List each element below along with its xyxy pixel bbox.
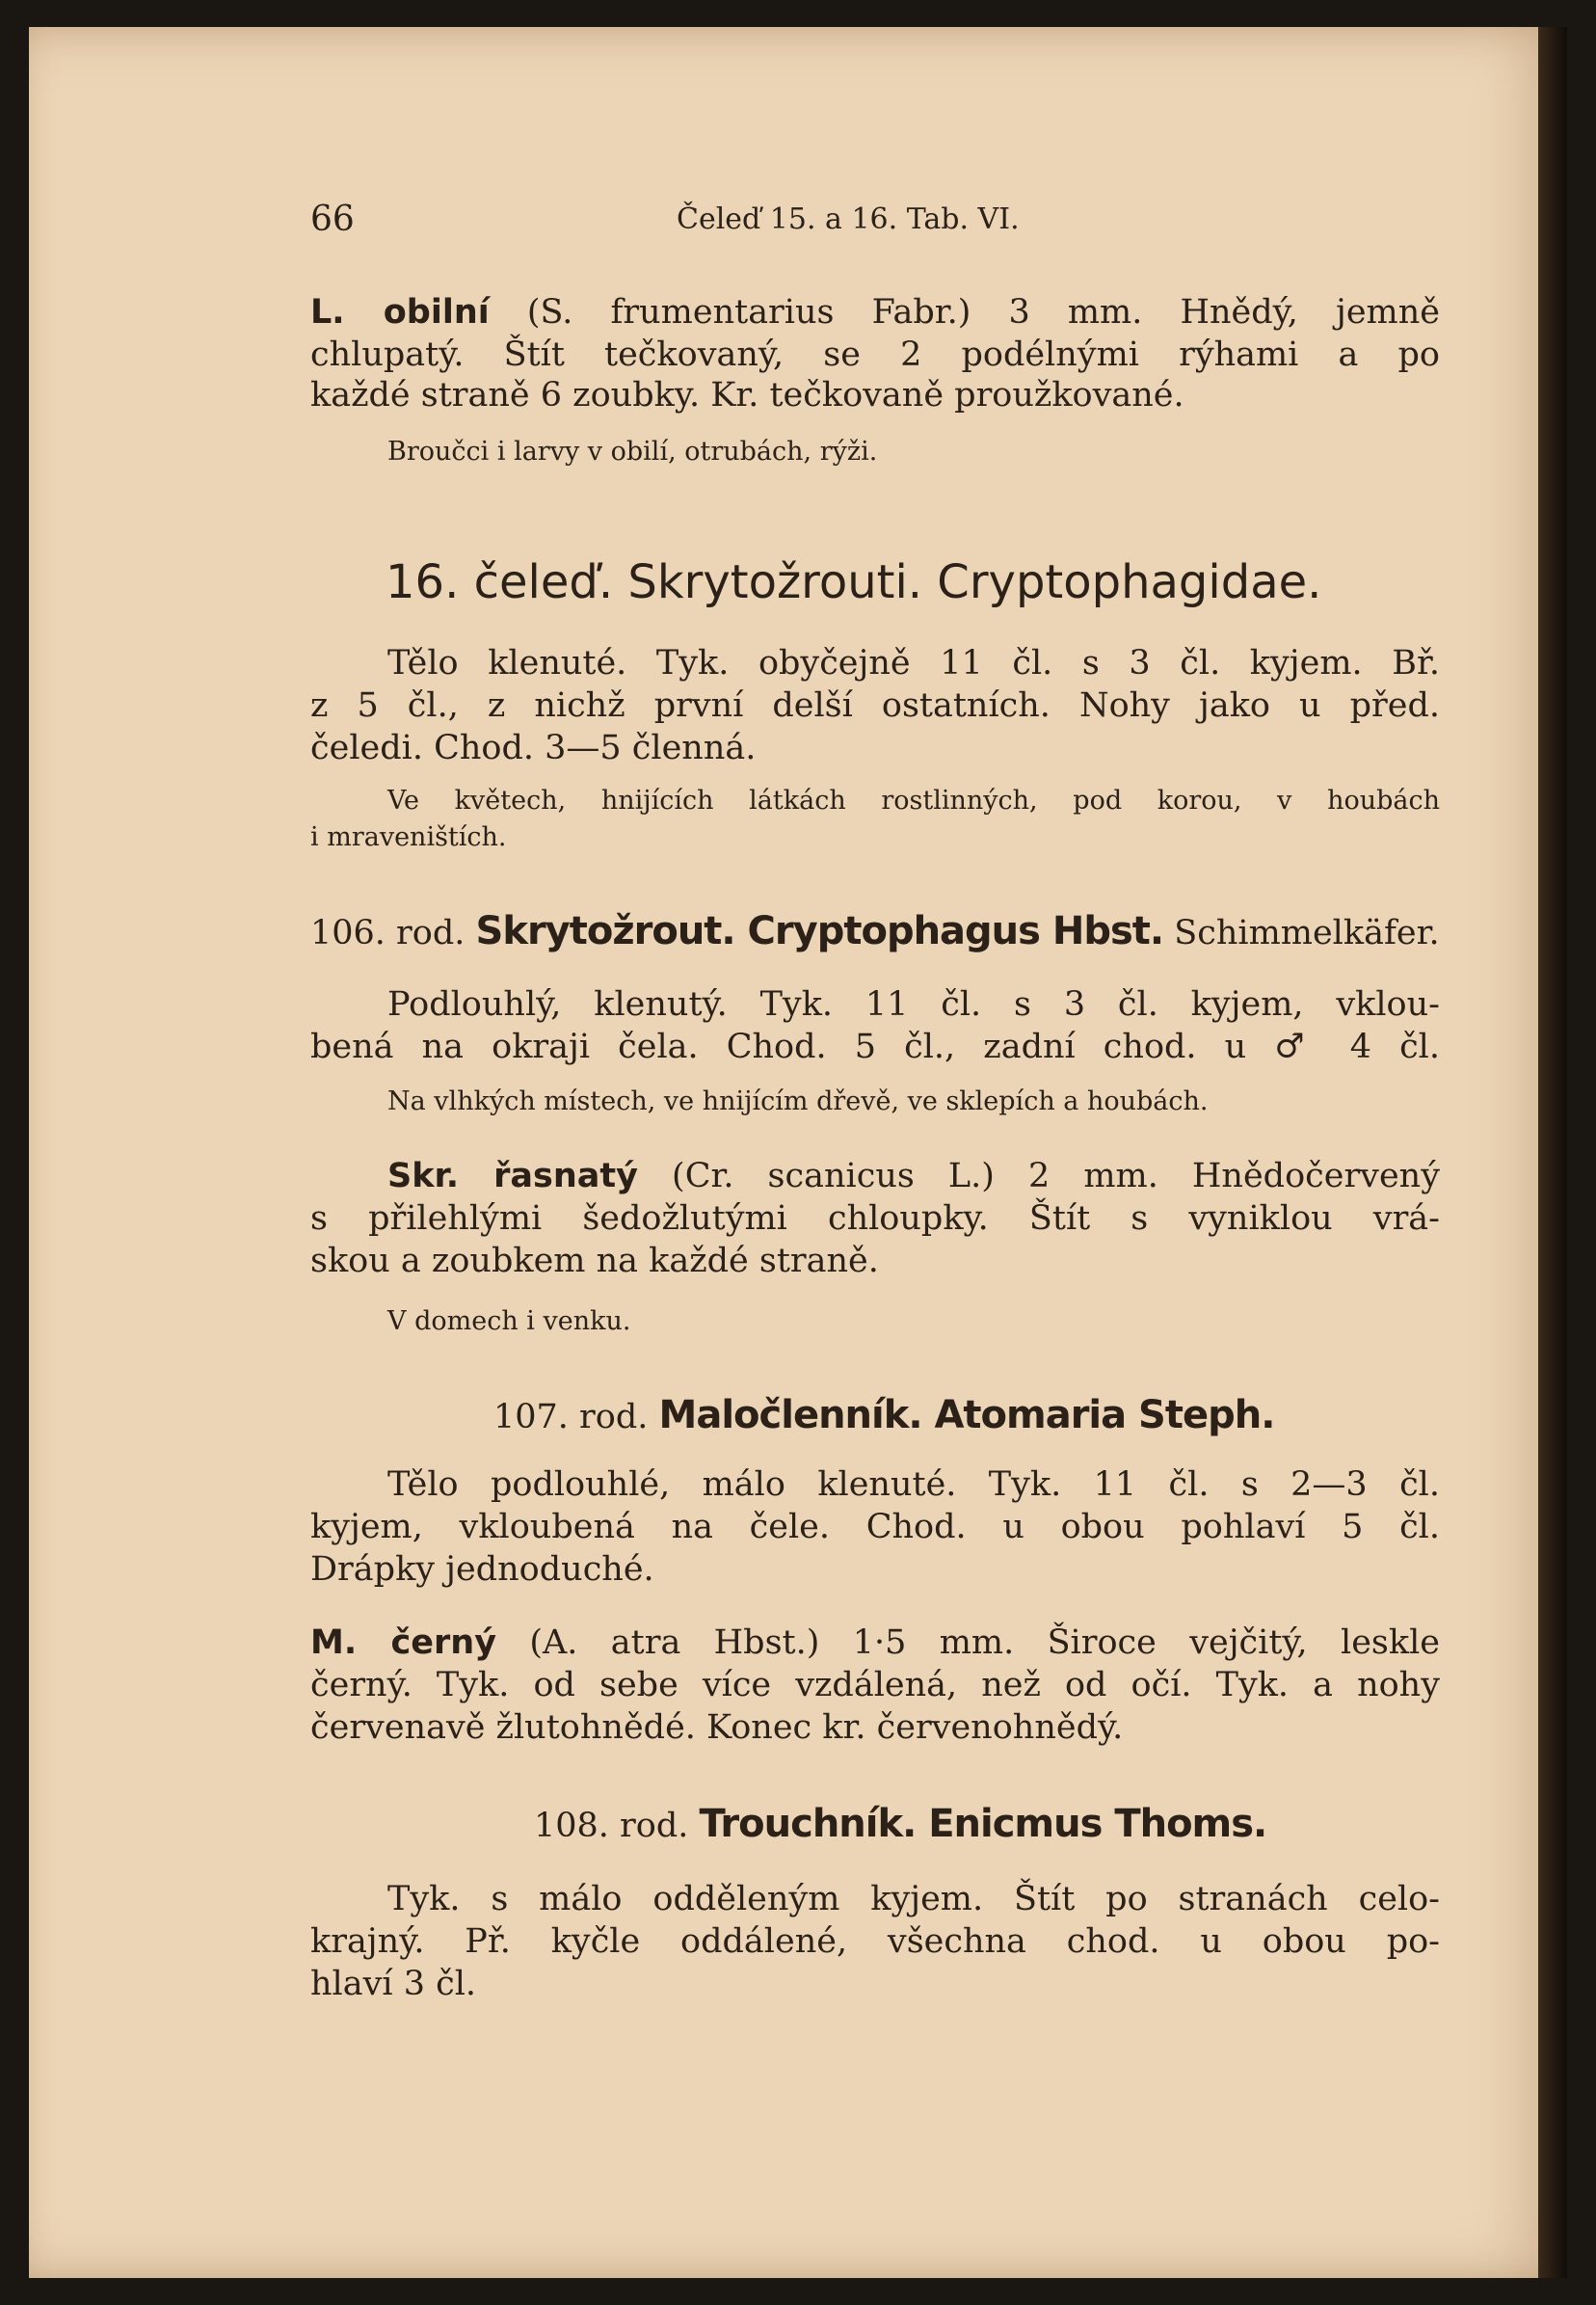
genus108-line2: krajný. Př. kyčle oddálené, všechna chod. u obou po- [310, 1922, 1440, 1961]
genus-number: 106. rod. [310, 914, 466, 952]
family16-habitat1: Ve květech, hnijících látkách rostlinných, pod korou, v houbách [387, 786, 1440, 816]
entry-rasnaty-line3: skou a zoubkem na každé straně. [310, 1242, 879, 1280]
entry-cerny-line2: černý. Tyk. od sebe více vzdálená, než od očí. Tyk. a nohy [310, 1666, 1440, 1704]
entry-obilni-line1 [310, 293, 1440, 332]
entry-cerny-line3: červenavě žlutohnědé. Konec kr. červenohnědý. [310, 1708, 1124, 1747]
entry-text: (A. atra Hbst.) 1·5 mm. Široce vejčitý, leskle [529, 1623, 1440, 1662]
page-header [310, 201, 1440, 241]
page-number: 66 [310, 200, 355, 239]
genus-number: 107. rod. [493, 1398, 649, 1436]
entry-obilni-line2: chlupatý. Štít tečkovaný, se 2 podélnými rýhami a po [310, 335, 1440, 374]
entry-text: (Cr. scanicus L.) 2 mm. Hnědočervený [672, 1157, 1440, 1195]
genus106-habitat: Na vlhkých místech, ve hnijícím dřevě, ve sklepích a houbách. [387, 1086, 1209, 1116]
genus106-line1: Podlouhlý, klenutý. Tyk. 11 čl. s 3 čl. kyjem, vklou- [387, 985, 1440, 1024]
genus107-heading [493, 1393, 1567, 1437]
running-title: Čeleď 15. a 16. Tab. VI. [677, 202, 1020, 236]
family16-habitat2: i mraveništích. [310, 822, 507, 852]
entry-rasnaty-line2: s přilehlými šedožlutými chloupky. Štít s vyniklou vrá- [310, 1199, 1440, 1238]
family16-line2: z 5 čl., z nichž první delší ostatních. Nohy jako u před. [310, 686, 1440, 725]
family-heading: 16. čeleď. Skrytožrouti. Cryptophagidae. [386, 555, 1322, 609]
entry-obilni-line3: každé straně 6 zoubky. Kr. tečkovaně proužkované. [310, 376, 1184, 415]
genus108-heading [534, 1802, 1567, 1846]
genus-number: 108. rod. [534, 1807, 689, 1845]
genus107-line1: Tělo podlouhlé, málo klenuté. Tyk. 11 čl. s 2—3 čl. [387, 1465, 1440, 1504]
genus108-line3: hlaví 3 čl. [310, 1965, 477, 2003]
species-name: L. obilní [310, 293, 490, 332]
species-name: M. černý [310, 1623, 497, 1662]
book-spine [1538, 27, 1567, 2278]
genus-name: Skrytožrout. Cryptophagus Hbst. [475, 909, 1164, 953]
genus-german-name: Schimmelkäfer. [1174, 914, 1440, 952]
entry-obilni-habitat: Broučci i larvy v obilí, otrubách, rýži. [387, 437, 878, 467]
genus106-line2: bená na okraji čela. Chod. 5 čl., zadní chod. u ♂ 4 čl. [310, 1028, 1440, 1066]
genus-name: Maločlenník. Atomaria Steph. [658, 1393, 1275, 1437]
family16-line1: Tělo klenuté. Tyk. obyčejně 11 čl. s 3 čl. kyjem. Bř. [387, 644, 1440, 683]
family16-line3: čeledi. Chod. 3—5 členná. [310, 729, 757, 767]
genus107-line2: kyjem, vkloubená na čele. Chod. u obou pohlaví 5 čl. [310, 1508, 1440, 1546]
genus107-line3: Drápky jednoduché. [310, 1550, 654, 1589]
book-page [29, 27, 1567, 2278]
species-name: Skr. řasnatý [387, 1157, 638, 1195]
entry-rasnaty-line1 [387, 1157, 1440, 1195]
entry-text: (S. frumentarius Fabr.) 3 mm. Hnědý, jemně [526, 293, 1440, 332]
entry-cerny-line1 [310, 1623, 1440, 1662]
entry-rasnaty-habitat: V domech i venku. [387, 1306, 631, 1336]
genus-name: Trouchník. Enicmus Thoms. [699, 1802, 1267, 1846]
genus106-heading [310, 909, 1440, 953]
genus108-line1: Tyk. s málo odděleným kyjem. Štít po stranách celo- [387, 1880, 1440, 1918]
